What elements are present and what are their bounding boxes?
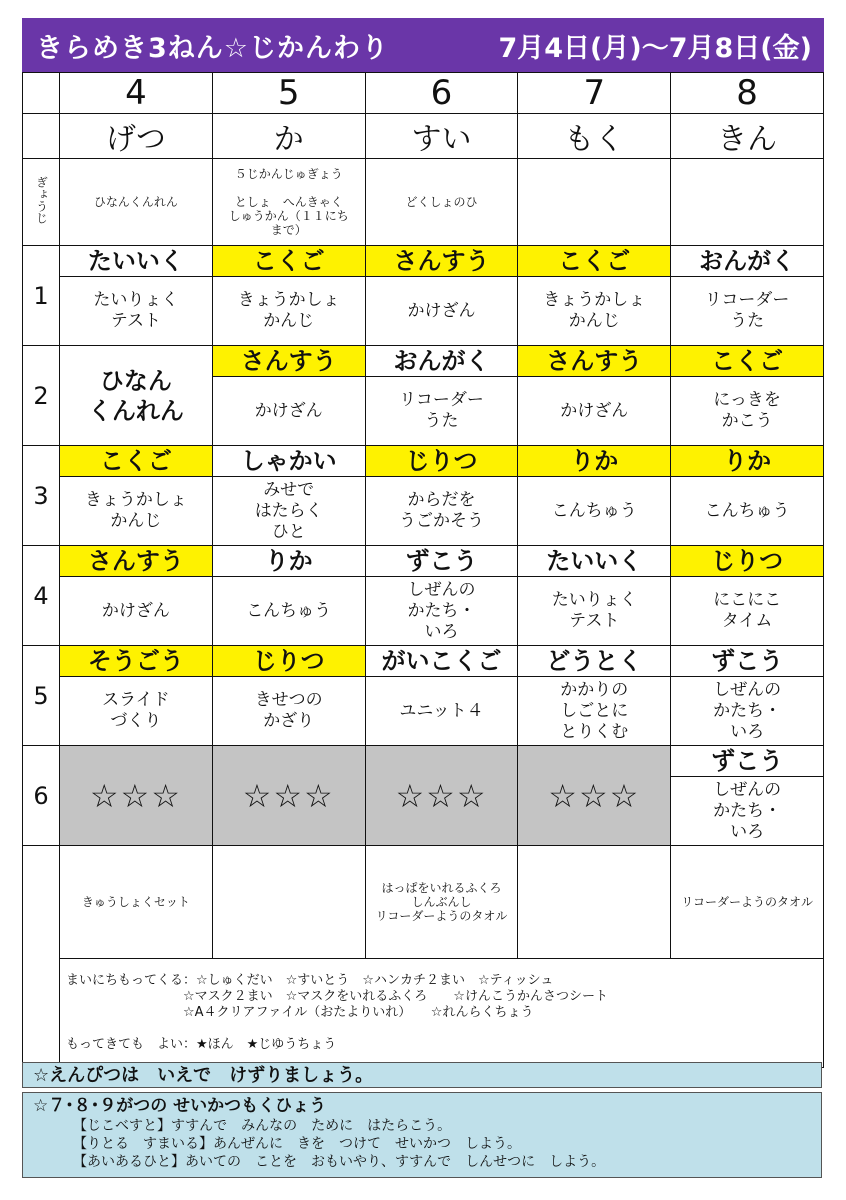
- day-number: 4: [60, 73, 213, 114]
- content-cell: きょうかしょ かんじ: [60, 477, 213, 546]
- content-cell: しぜんの かたち・ いろ: [671, 777, 824, 846]
- event-cell: [518, 159, 671, 246]
- timetable: [22, 72, 824, 1068]
- stars-cell: ☆☆☆: [212, 746, 365, 846]
- subject-cell: じりつ: [671, 546, 824, 577]
- corner-cell: [23, 114, 60, 159]
- goal-line: 【りとる すまいる】あんぜんに きを つけて せいかつ しよう。: [73, 1136, 521, 1152]
- subject-cell: おんがく: [365, 346, 518, 377]
- item-cell: きゅうしょくセット: [60, 846, 213, 959]
- subject-cell: こくご: [671, 346, 824, 377]
- period-number: 2: [23, 346, 60, 446]
- content-cell: かけざん: [212, 377, 365, 446]
- gyoji-label-text: ぎょうじ: [34, 176, 49, 224]
- content-cell: かけざん: [60, 577, 213, 646]
- goals-title: ☆７･８･９がつの せいかつもくひょう: [33, 1096, 327, 1116]
- table-row: [23, 677, 824, 746]
- subject-cell: さんすう: [518, 346, 671, 377]
- table-row: [23, 159, 824, 246]
- content-cell: みせで はたらく ひと: [212, 477, 365, 546]
- content-cell: リコーダー うた: [671, 277, 824, 346]
- table-row: [23, 846, 824, 959]
- subject-cell: さんすう: [365, 246, 518, 277]
- goal-line: 【じこベすと】すすんで みんなの ために はたらこう。: [73, 1118, 452, 1134]
- event-cell: ひなんくんれん: [60, 159, 213, 246]
- item-cell: リコーダーようのタオル: [671, 846, 824, 959]
- content-cell: たいりょく テスト: [518, 577, 671, 646]
- subject-cell: さんすう: [60, 546, 213, 577]
- event-cell: [671, 159, 824, 246]
- daily-items: まいにちもってくる：☆しゅくだい ☆すいとう ☆ハンカチ２まい ☆ティッシュ ☆マスク２まい ☆マスクをいれるふくろ ☆けんこうかんさつシート ☆A４クリアファイル（おたよりいれ） ☆れんらくちょう もってきても よい：★ほん ★じゆうちょう: [60, 959, 824, 1068]
- day-name: きん: [671, 114, 824, 159]
- content-cell: こんちゅう: [212, 577, 365, 646]
- event-cell: ５じかんじゅぎょう としょ へんきゃく しゅうかん（１１にち まで）: [212, 159, 365, 246]
- table-row: [23, 114, 824, 159]
- content-cell: ユニット４: [365, 677, 518, 746]
- subject-cell: じりつ: [212, 646, 365, 677]
- content-cell: かけざん: [518, 377, 671, 446]
- subject-cell: こくご: [60, 446, 213, 477]
- table-row: [23, 477, 824, 546]
- period-number: 6: [23, 746, 60, 846]
- subject-cell: しゃかい: [212, 446, 365, 477]
- table-row: [23, 73, 824, 114]
- table-row: [23, 346, 824, 377]
- item-cell: はっぱをいれるふくろ しんぶんし リコーダーようのタオル: [365, 846, 518, 959]
- content-cell: きょうかしょ かんじ: [212, 277, 365, 346]
- content-cell: たいりょく テスト: [60, 277, 213, 346]
- period-number: 1: [23, 246, 60, 346]
- subject-cell: たいいく: [60, 246, 213, 277]
- subject-cell: ずこう: [671, 646, 824, 677]
- table-row: [23, 646, 824, 677]
- content-cell: かかりの しごとに とりくむ: [518, 677, 671, 746]
- day-name: もく: [518, 114, 671, 159]
- content-cell: スライド づくり: [60, 677, 213, 746]
- item-cell: [518, 846, 671, 959]
- subject-cell: りか: [518, 446, 671, 477]
- day-number: 5: [212, 73, 365, 114]
- subject-cell: そうごう: [60, 646, 213, 677]
- subject-cell: どうとく: [518, 646, 671, 677]
- content-cell: しぜんの かたち・ いろ: [671, 677, 824, 746]
- date-range: 7月4日(月)〜7月8日(金): [498, 32, 812, 64]
- day-name: げつ: [60, 114, 213, 159]
- content-cell: にこにこ タイム: [671, 577, 824, 646]
- pencil-note: ☆えんぴつは いえで けずりましょう。: [22, 1062, 822, 1088]
- content-cell: かけざん: [365, 277, 518, 346]
- period-number: 3: [23, 446, 60, 546]
- table-row: [23, 746, 824, 777]
- event-cell: どくしょのひ: [365, 159, 518, 246]
- stars-cell: ☆☆☆: [60, 746, 213, 846]
- merged-event-cell: ひなん くんれん: [60, 346, 213, 446]
- day-number: 6: [365, 73, 518, 114]
- subject-cell: こくご: [212, 246, 365, 277]
- content-cell: きせつの かざり: [212, 677, 365, 746]
- subject-cell: じりつ: [365, 446, 518, 477]
- goal-line: 【あいあるひと】あいての ことを おもいやり、すすんで しんせつに しよう。: [73, 1154, 606, 1170]
- table-row: [23, 277, 824, 346]
- subject-cell: りか: [212, 546, 365, 577]
- day-number: 7: [518, 73, 671, 114]
- subject-cell: たいいく: [518, 546, 671, 577]
- period-number: 5: [23, 646, 60, 746]
- subject-cell: ずこう: [671, 746, 824, 777]
- item-cell: [212, 846, 365, 959]
- subject-cell: さんすう: [212, 346, 365, 377]
- monthly-goals: [22, 1092, 822, 1178]
- table-row: [23, 246, 824, 277]
- table-row: [23, 546, 824, 577]
- subject-cell: おんがく: [671, 246, 824, 277]
- content-cell: きょうかしょ かんじ: [518, 277, 671, 346]
- stars-cell: ☆☆☆: [518, 746, 671, 846]
- day-name: か: [212, 114, 365, 159]
- day-number: 8: [671, 73, 824, 114]
- content-cell: こんちゅう: [518, 477, 671, 546]
- day-name: すい: [365, 114, 518, 159]
- stars-cell: ☆☆☆: [365, 746, 518, 846]
- content-cell: リコーダー うた: [365, 377, 518, 446]
- corner-cell: [23, 73, 60, 114]
- gyoji-label: [23, 159, 60, 246]
- table-row: [23, 577, 824, 646]
- subject-cell: りか: [671, 446, 824, 477]
- content-cell: しぜんの かたち・ いろ: [365, 577, 518, 646]
- period-number: 4: [23, 546, 60, 646]
- content-cell: からだを うごかそう: [365, 477, 518, 546]
- content-cell: にっきを かこう: [671, 377, 824, 446]
- content-cell: こんちゅう: [671, 477, 824, 546]
- subject-cell: ずこう: [365, 546, 518, 577]
- page-header: [22, 18, 824, 72]
- table-row: [23, 446, 824, 477]
- schedule-title: きらめき3ねん☆じかんわり: [36, 32, 389, 64]
- table-row: [23, 959, 824, 1068]
- empty-label-cell: [23, 846, 60, 1068]
- subject-cell: こくご: [518, 246, 671, 277]
- subject-cell: がいこくご: [365, 646, 518, 677]
